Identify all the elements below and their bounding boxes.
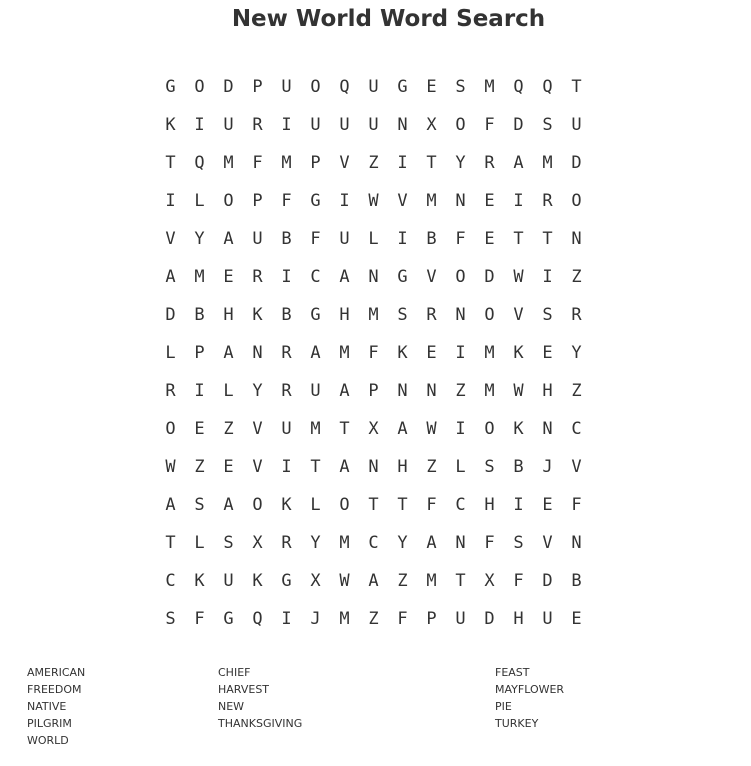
grid-letter: T xyxy=(339,419,350,439)
grid-letter: B xyxy=(571,571,582,591)
grid-letter: V xyxy=(397,191,408,211)
grid-letter: F xyxy=(484,115,495,135)
grid-letter: F xyxy=(484,533,495,553)
grid-letter: Z xyxy=(194,457,205,477)
grid-letter: O xyxy=(484,305,495,325)
grid-letter: S xyxy=(542,115,553,135)
grid-letter: X xyxy=(368,419,379,439)
grid-letter: O xyxy=(339,495,350,515)
grid-letter: R xyxy=(165,381,176,401)
grid-letter: N xyxy=(571,533,582,553)
grid-letter: A xyxy=(223,229,234,249)
grid-row xyxy=(156,562,591,600)
grid-letter: D xyxy=(223,77,234,97)
grid-row xyxy=(156,524,591,562)
grid-letter: U xyxy=(223,571,234,591)
grid-letter: B xyxy=(426,229,437,249)
grid-letter: U xyxy=(281,77,292,97)
grid-letter: N xyxy=(397,381,408,401)
grid-letter: Y xyxy=(397,533,408,553)
grid-letter: J xyxy=(310,609,321,629)
grid-letter: C xyxy=(310,267,321,287)
grid-letter: M xyxy=(426,191,437,211)
grid-letter: G xyxy=(165,77,176,97)
grid-letter: K xyxy=(252,305,263,325)
grid-letter: E xyxy=(484,191,495,211)
grid-letter: S xyxy=(513,533,524,553)
grid-letter: C xyxy=(455,495,466,515)
grid-letter: N xyxy=(455,191,466,211)
grid-letter: U xyxy=(281,419,292,439)
grid-letter: N xyxy=(368,457,379,477)
grid-letter: Y xyxy=(194,229,205,249)
grid-letter: S xyxy=(223,533,234,553)
grid-letter: Q xyxy=(542,77,553,97)
grid-letter: I xyxy=(165,191,176,211)
grid-letter: I xyxy=(397,153,408,173)
grid-letter: X xyxy=(310,571,321,591)
grid-letter: Z xyxy=(571,381,582,401)
grid-letter: M xyxy=(484,381,495,401)
grid-letter: A xyxy=(223,495,234,515)
grid-letter: W xyxy=(165,457,176,477)
grid-letter: Y xyxy=(571,343,582,363)
grid-letter: R xyxy=(281,343,292,363)
grid-letter: A xyxy=(223,343,234,363)
grid-letter: D xyxy=(542,571,553,591)
grid-letter: P xyxy=(310,153,321,173)
grid-letter: D xyxy=(165,305,176,325)
grid-letter: I xyxy=(281,609,292,629)
grid-letter: K xyxy=(513,343,524,363)
grid-letter: A xyxy=(339,457,350,477)
grid-row xyxy=(156,68,591,106)
grid-letter: V xyxy=(252,457,263,477)
grid-letter: D xyxy=(484,609,495,629)
grid-row xyxy=(156,144,591,182)
grid-letter: S xyxy=(542,305,553,325)
grid-letter: O xyxy=(310,77,321,97)
grid-row xyxy=(156,296,591,334)
grid-letter: V xyxy=(165,229,176,249)
grid-letter: U xyxy=(368,77,379,97)
grid-letter: P xyxy=(252,77,263,97)
grid-letter: T xyxy=(165,153,176,173)
grid-letter: I xyxy=(281,267,292,287)
grid-letter: E xyxy=(484,229,495,249)
grid-letter: U xyxy=(310,381,321,401)
grid-letter: C xyxy=(165,571,176,591)
grid-letter: V xyxy=(252,419,263,439)
grid-row xyxy=(156,106,591,144)
grid-row xyxy=(156,600,591,638)
grid-letter: Z xyxy=(223,419,234,439)
grid-letter: K xyxy=(165,115,176,135)
grid-letter: S xyxy=(484,457,495,477)
grid-letter: N xyxy=(368,267,379,287)
grid-letter: F xyxy=(426,495,437,515)
grid-letter: O xyxy=(455,115,466,135)
grid-letter: A xyxy=(397,419,408,439)
grid-letter: B xyxy=(513,457,524,477)
grid-letter: S xyxy=(397,305,408,325)
grid-letter: G xyxy=(397,267,408,287)
grid-letter: D xyxy=(484,267,495,287)
grid-letter: X xyxy=(252,533,263,553)
grid-letter: Q xyxy=(513,77,524,97)
word-list-column-3 xyxy=(495,664,564,732)
grid-letter: T xyxy=(542,229,553,249)
word-list-item: NEW xyxy=(218,700,245,713)
grid-letter: U xyxy=(455,609,466,629)
grid-letter: T xyxy=(165,533,176,553)
grid-letter: K xyxy=(281,495,292,515)
grid-letter: L xyxy=(455,457,466,477)
grid-letter: Q xyxy=(194,153,205,173)
grid-letter: V xyxy=(542,533,553,553)
grid-letter: G xyxy=(397,77,408,97)
grid-letter: F xyxy=(281,191,292,211)
grid-letter: B xyxy=(281,305,292,325)
grid-letter: B xyxy=(194,305,205,325)
grid-letter: U xyxy=(571,115,582,135)
grid-letter: N xyxy=(397,115,408,135)
grid-letter: A xyxy=(339,267,350,287)
grid-row xyxy=(156,410,591,448)
grid-letter: X xyxy=(426,115,437,135)
word-list-item: WORLD xyxy=(27,734,69,747)
grid-letter: Z xyxy=(368,153,379,173)
grid-letter: W xyxy=(339,571,350,591)
word-list-column-1 xyxy=(27,664,85,749)
word-list-item: NATIVE xyxy=(27,700,67,713)
grid-letter: E xyxy=(542,495,553,515)
grid-letter: P xyxy=(368,381,379,401)
grid-letter: N xyxy=(542,419,553,439)
grid-letter: N xyxy=(455,533,466,553)
grid-letter: F xyxy=(571,495,582,515)
grid-letter: A xyxy=(513,153,524,173)
grid-letter: G xyxy=(310,191,321,211)
grid-letter: U xyxy=(223,115,234,135)
grid-letter: E xyxy=(426,343,437,363)
grid-letter: L xyxy=(194,533,205,553)
grid-letter: Z xyxy=(455,381,466,401)
grid-letter: W xyxy=(513,381,524,401)
grid-letter: I xyxy=(513,495,524,515)
grid-letter: J xyxy=(542,457,553,477)
grid-letter: S xyxy=(455,77,466,97)
word-list-item: AMERICAN xyxy=(27,666,86,679)
word-list-item: PIE xyxy=(495,700,512,713)
grid-letter: Z xyxy=(397,571,408,591)
grid-letter: E xyxy=(223,267,234,287)
grid-letter: A xyxy=(165,267,176,287)
grid-letter: A xyxy=(368,571,379,591)
grid-letter: M xyxy=(426,571,437,591)
grid-letter: N xyxy=(426,381,437,401)
grid-letter: Y xyxy=(310,533,321,553)
grid-letter: W xyxy=(513,267,524,287)
grid-letter: Q xyxy=(252,609,263,629)
grid-letter: M xyxy=(484,343,495,363)
grid-letter: O xyxy=(165,419,176,439)
grid-letter: V xyxy=(513,305,524,325)
word-list-item: THANKSGIVING xyxy=(218,717,303,730)
grid-row xyxy=(156,372,591,410)
grid-letter: I xyxy=(542,267,553,287)
grid-letter: U xyxy=(252,229,263,249)
grid-letter: F xyxy=(194,609,205,629)
grid-letter: M xyxy=(310,419,321,439)
grid-letter: T xyxy=(513,229,524,249)
grid-letter: T xyxy=(571,77,582,97)
grid-letter: R xyxy=(252,267,263,287)
grid-letter: U xyxy=(368,115,379,135)
grid-row xyxy=(156,486,591,524)
grid-letter: Z xyxy=(368,609,379,629)
grid-letter: L xyxy=(194,191,205,211)
grid-letter: E xyxy=(571,609,582,629)
grid-letter: D xyxy=(571,153,582,173)
grid-letter: I xyxy=(194,115,205,135)
grid-letter: L xyxy=(165,343,176,363)
word-list-item: FREEDOM xyxy=(27,683,82,696)
grid-letter: F xyxy=(310,229,321,249)
grid-letter: G xyxy=(223,609,234,629)
grid-letter: D xyxy=(513,115,524,135)
grid-letter: B xyxy=(281,229,292,249)
grid-letter: Z xyxy=(426,457,437,477)
grid-letter: F xyxy=(455,229,466,249)
grid-letter: E xyxy=(223,457,234,477)
grid-letter: R xyxy=(281,381,292,401)
grid-row xyxy=(156,220,591,258)
word-list-item: HARVEST xyxy=(218,683,270,696)
grid-row xyxy=(156,182,591,220)
grid-letter: A xyxy=(310,343,321,363)
grid-letter: Y xyxy=(252,381,263,401)
grid-letter: R xyxy=(542,191,553,211)
grid-letter: R xyxy=(484,153,495,173)
grid-letter: M xyxy=(339,609,350,629)
grid-letter: H xyxy=(397,457,408,477)
grid-letter: P xyxy=(194,343,205,363)
word-list-item: CHIEF xyxy=(218,666,251,679)
grid-letter: V xyxy=(426,267,437,287)
grid-letter: U xyxy=(310,115,321,135)
grid-letter: O xyxy=(571,191,582,211)
grid-letter: F xyxy=(397,609,408,629)
grid-letter: R xyxy=(426,305,437,325)
grid-letter: P xyxy=(426,609,437,629)
grid-letter: S xyxy=(165,609,176,629)
grid-letter: F xyxy=(252,153,263,173)
word-list-item: MAYFLOWER xyxy=(495,683,565,696)
grid-letter: Q xyxy=(339,77,350,97)
grid-letter: M xyxy=(368,305,379,325)
grid-letter: F xyxy=(513,571,524,591)
grid-letter: A xyxy=(165,495,176,515)
grid-letter: C xyxy=(571,419,582,439)
grid-letter: R xyxy=(571,305,582,325)
grid-letter: T xyxy=(397,495,408,515)
grid-letter: A xyxy=(426,533,437,553)
grid-letter: T xyxy=(455,571,466,591)
grid-letter: O xyxy=(455,267,466,287)
grid-letter: I xyxy=(513,191,524,211)
grid-letter: U xyxy=(339,115,350,135)
grid-letter: T xyxy=(310,457,321,477)
grid-letter: H xyxy=(223,305,234,325)
grid-letter: T xyxy=(426,153,437,173)
grid-letter: T xyxy=(368,495,379,515)
grid-row xyxy=(156,258,591,296)
grid-letter: O xyxy=(223,191,234,211)
grid-letter: K xyxy=(397,343,408,363)
grid-letter: F xyxy=(368,343,379,363)
grid-letter: H xyxy=(513,609,524,629)
grid-letter: I xyxy=(281,457,292,477)
grid-letter: K xyxy=(513,419,524,439)
grid-letter: X xyxy=(484,571,495,591)
grid-letter: H xyxy=(484,495,495,515)
grid-letter: N xyxy=(571,229,582,249)
grid-letter: M xyxy=(542,153,553,173)
grid-row xyxy=(156,448,591,486)
word-list-item: FEAST xyxy=(495,666,530,679)
word-list-item: TURKEY xyxy=(495,717,539,730)
grid-letter: L xyxy=(368,229,379,249)
grid-letter: K xyxy=(252,571,263,591)
grid-letter: N xyxy=(252,343,263,363)
grid-letter: N xyxy=(455,305,466,325)
grid-letter: P xyxy=(252,191,263,211)
grid-letter: R xyxy=(281,533,292,553)
grid-letter: L xyxy=(223,381,234,401)
grid-letter: H xyxy=(339,305,350,325)
grid-letter: S xyxy=(194,495,205,515)
grid-letter: E xyxy=(194,419,205,439)
grid-letter: A xyxy=(339,381,350,401)
grid-letter: C xyxy=(368,533,379,553)
grid-letter: M xyxy=(339,533,350,553)
grid-letter: R xyxy=(252,115,263,135)
grid-letter: M xyxy=(281,153,292,173)
grid-letter: M xyxy=(194,267,205,287)
grid-letter: O xyxy=(194,77,205,97)
grid-letter: M xyxy=(339,343,350,363)
grid-letter: O xyxy=(252,495,263,515)
letter-grid xyxy=(156,68,591,638)
grid-letter: G xyxy=(281,571,292,591)
grid-letter: I xyxy=(194,381,205,401)
grid-letter: I xyxy=(455,343,466,363)
grid-letter: U xyxy=(542,609,553,629)
grid-letter: M xyxy=(223,153,234,173)
grid-letter: I xyxy=(397,229,408,249)
grid-letter: V xyxy=(339,153,350,173)
grid-row xyxy=(156,334,591,372)
grid-letter: Y xyxy=(455,153,466,173)
grid-letter: U xyxy=(339,229,350,249)
grid-letter: O xyxy=(484,419,495,439)
grid-letter: H xyxy=(542,381,553,401)
grid-letter: W xyxy=(426,419,437,439)
grid-letter: I xyxy=(339,191,350,211)
grid-letter: K xyxy=(194,571,205,591)
word-list-item: PILGRIM xyxy=(27,717,72,730)
grid-letter: M xyxy=(484,77,495,97)
grid-letter: I xyxy=(281,115,292,135)
grid-letter: V xyxy=(571,457,582,477)
grid-letter: E xyxy=(542,343,553,363)
grid-letter: I xyxy=(455,419,466,439)
grid-letter: W xyxy=(368,191,379,211)
grid-letter: Z xyxy=(571,267,582,287)
grid-letter: E xyxy=(426,77,437,97)
grid-letter: L xyxy=(310,495,321,515)
grid-letter: G xyxy=(310,305,321,325)
puzzle-title: New World Word Search xyxy=(231,6,546,32)
word-list-column-2 xyxy=(218,664,302,732)
